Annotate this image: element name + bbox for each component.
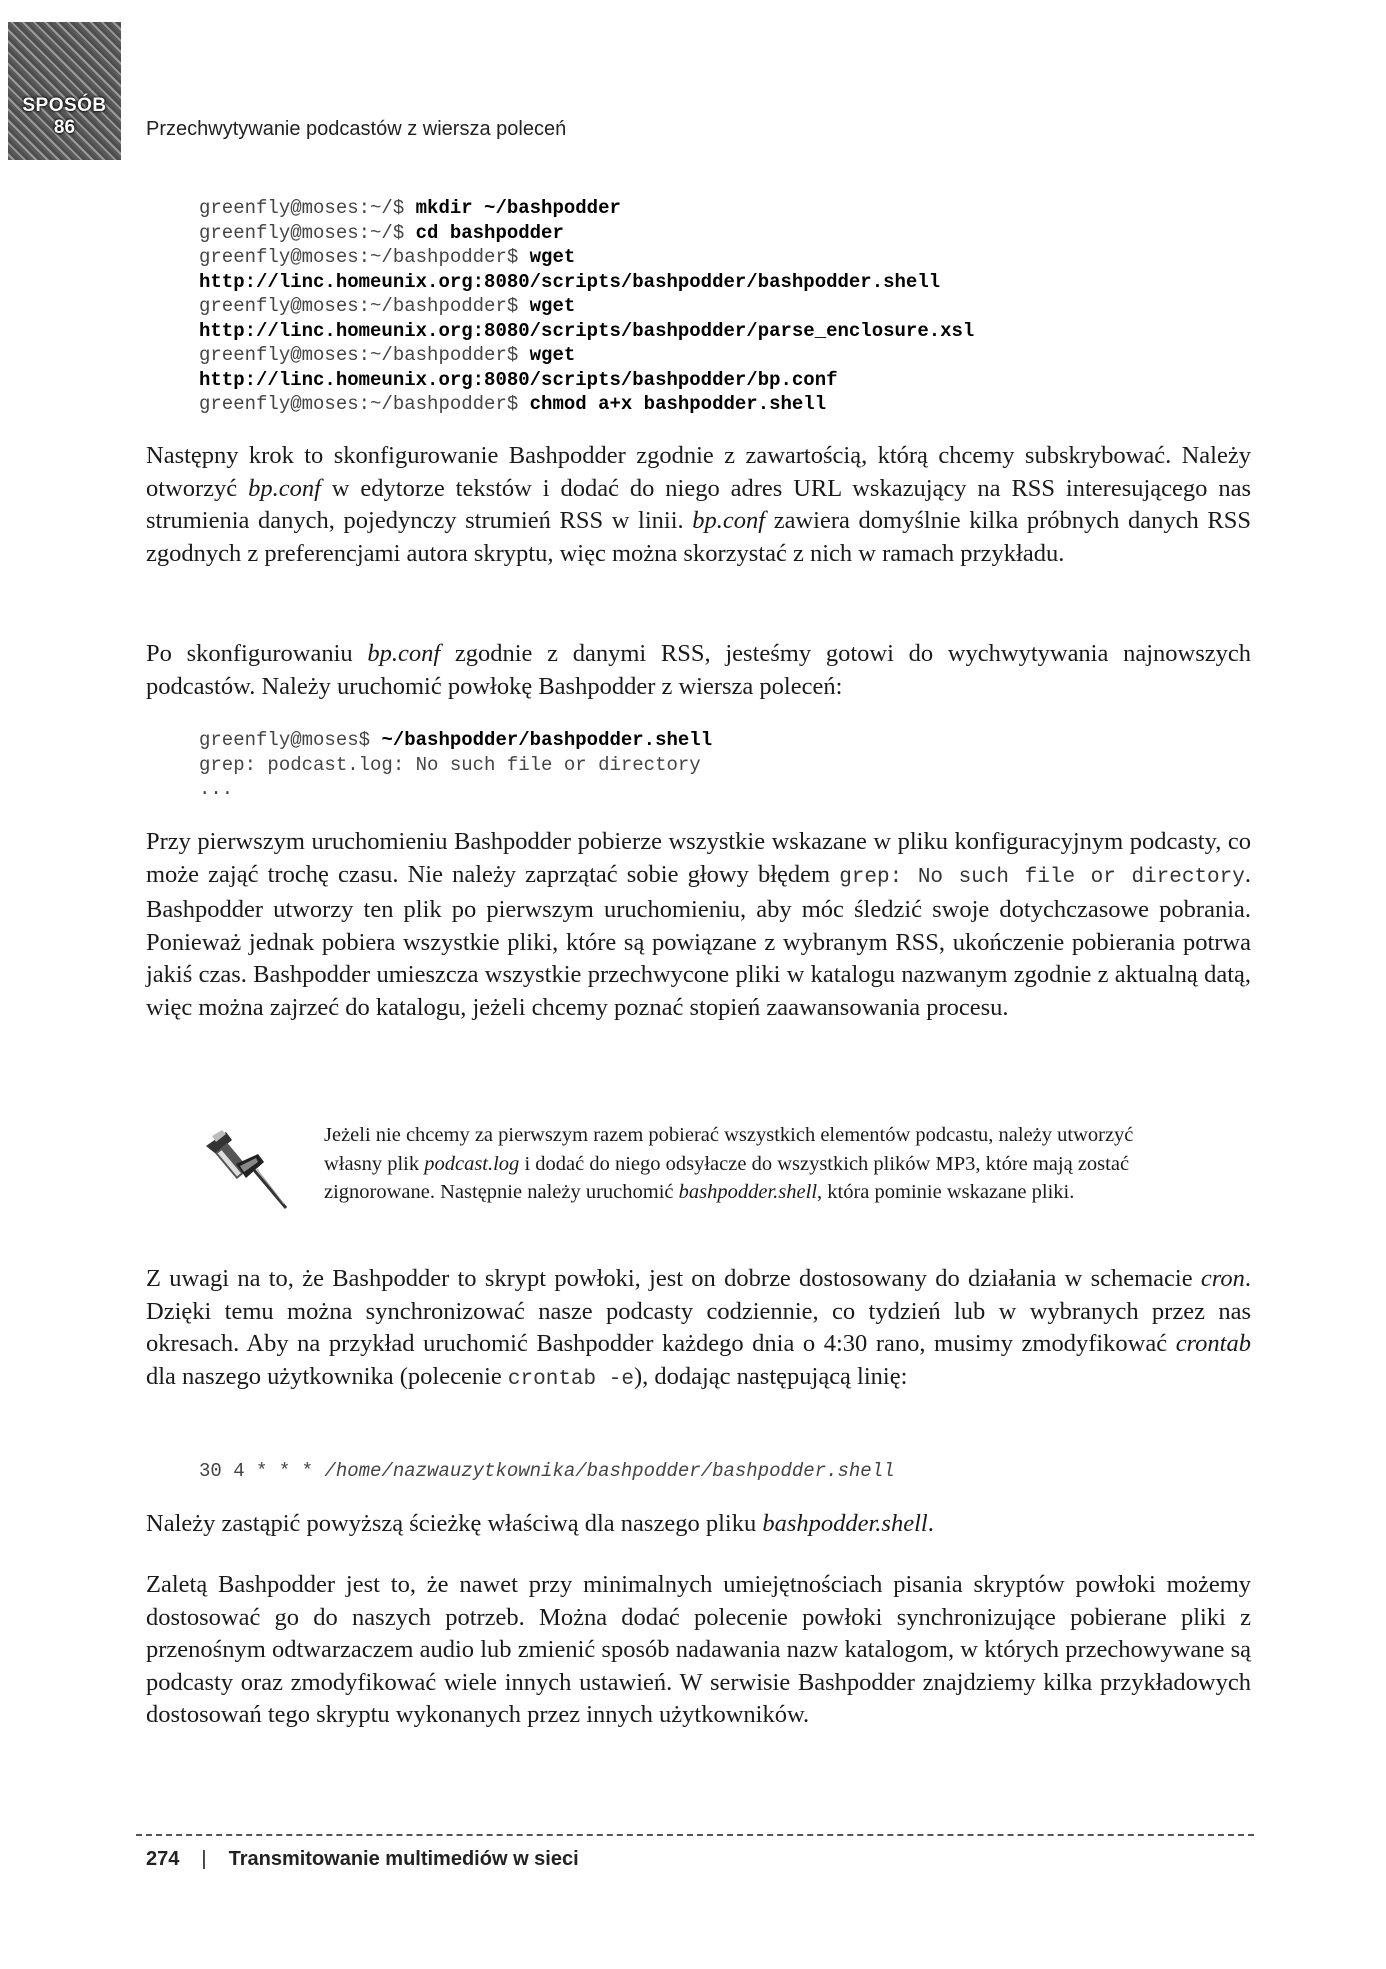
code-line: http://linc.homeunix.org:8080/scripts/bashpodder/bp.conf bbox=[199, 368, 838, 391]
code-line: grep: podcast.log: No such file or directory bbox=[199, 753, 701, 776]
running-head: Przechwytywanie podcastów z wiersza poleceń bbox=[146, 118, 567, 140]
page-footer bbox=[146, 1848, 579, 1871]
badge-label: SPOSÓB bbox=[22, 95, 107, 116]
code-line: greenfly@moses:~/$ mkdir ~/bashpodder bbox=[199, 197, 621, 219]
pushpin-icon bbox=[196, 1124, 292, 1214]
code-line: http://linc.homeunix.org:8080/scripts/bashpodder/bashpodder.shell bbox=[199, 270, 941, 293]
chapter-title: Transmitowanie multimediów w sieci bbox=[228, 1848, 579, 1870]
tip-note: Jeżeli nie chcemy za pierwszym razem pobierać wszystkich elementów podcastu, należy utworzyć własny plik podcast.log i dodać do niego odsyłacze do wszystkich plików MP3, które mają zostać zignorowane. Następnie należy uruchomić bashpodder.shell, która pominie wskazane pliki. bbox=[324, 1124, 1134, 1203]
code-line: greenfly@moses:~/$ cd bashpodder bbox=[199, 221, 564, 244]
code-block-run bbox=[199, 728, 712, 802]
paragraph-run: Po skonfigurowaniu bp.conf zgodnie z danymi RSS, jesteśmy gotowi do wychwytywania najnowszych podcastów. Należy uruchomić powłokę Bashpodder z wiersza poleceń: bbox=[146, 640, 1251, 700]
code-line: greenfly@moses:~/bashpodder$ wget bbox=[199, 295, 576, 317]
code-line: greenfly@moses:~/bashpodder$ chmod a+x bashpodder.shell bbox=[199, 393, 827, 415]
code-line: greenfly@moses$ ~/bashpodder/bashpodder.shell bbox=[199, 729, 713, 751]
code-line: 30 4 * * * /home/nazwauzytkownika/bashpodder/bashpodder.shell bbox=[199, 1460, 895, 1482]
paragraph-advantages: Zaletą Bashpodder jest to, że nawet przy minimalnych umiejętnościach pisania skryptów powłoki możemy dostosować go do naszych potrzeb. Można dodać polecenie powłoki synchronizujące pobierane pliki z przenośnym odtwarzaczem audio lub zmienić sposób nadawania nazw katalogom, w których przechowywane są podcasty oraz zmodyfikować wiele innych ustawień. W serwisie Bashpodder znajdziemy kilka przykładowych dostosowań tego skryptu wykonanych przez innych użytkowników. bbox=[146, 1571, 1251, 1728]
code-line: greenfly@moses:~/bashpodder$ wget bbox=[199, 344, 576, 366]
badge-number: 86 bbox=[53, 117, 76, 138]
code-line: ... bbox=[199, 778, 234, 800]
footer-divider bbox=[136, 1834, 1254, 1836]
footer-separator: | bbox=[201, 1848, 207, 1870]
code-block-crontab bbox=[199, 1459, 895, 1484]
page-number: 274 bbox=[146, 1848, 180, 1870]
paragraph-first-run: Przy pierwszym uruchomieniu Bashpodder pobierze wszystkie wskazane w pliku konfiguracyjnym podcasty, co może zająć trochę czasu. Nie należy zaprzątać sobie głowy błędem grep: No such file or directory. Bashpodder utworzy ten plik po pierwszym uruchomieniu, aby móc śledzić swoje dotychczasowe pobrania. Ponieważ jednak pobiera wszystkie pliki, które są powiązane z wybranym RSS, ukończenie pobierania potrwa jakiś czas. Bashpodder umieszcza wszystkie przechwycone pliki w katalogu nazwanym zgodnie z aktualną datą, więc można zajrzeć do katalogu, jeżeli chcemy poznać stopień zaawansowania procesu. bbox=[146, 828, 1251, 1021]
code-block-install bbox=[199, 196, 974, 417]
paragraph-cron: Z uwagi na to, że Bashpodder to skrypt powłoki, jest on dobrze dostosowany do działania w schemacie cron. Dzięki temu można synchronizować nasze podcasty codziennie, co tydzień lub w wybranych przez nas okresach. Aby na przykład uruchomić Bashpodder każdego dnia o 4:30 rano, musimy zmodyfikować crontab dla naszego użytkownika (polecenie crontab -e), dodając następującą linię: bbox=[146, 1265, 1251, 1391]
section-badge bbox=[8, 22, 121, 160]
paragraph-replace-path: Należy zastąpić powyższą ścieżkę właściwą dla naszego pliku bashpodder.shell. bbox=[146, 1510, 934, 1537]
code-line: greenfly@moses:~/bashpodder$ wget bbox=[199, 246, 576, 268]
paragraph-configure: Następny krok to skonfigurowanie Bashpodder zgodnie z zawartością, którą chcemy subskrybować. Należy otworzyć bp.conf w edytorze tekstów i dodać do niego adres URL wskazujący na RSS interesującego nas strumienia danych, pojedynczy strumień RSS w linii. bp.conf zawiera domyślnie kilka próbnych danych RSS zgodnych z preferencjami autora skryptu, więc można skorzystać z nich w ramach przykładu. bbox=[146, 442, 1251, 567]
code-line: http://linc.homeunix.org:8080/scripts/bashpodder/parse_enclosure.xsl bbox=[199, 319, 975, 342]
